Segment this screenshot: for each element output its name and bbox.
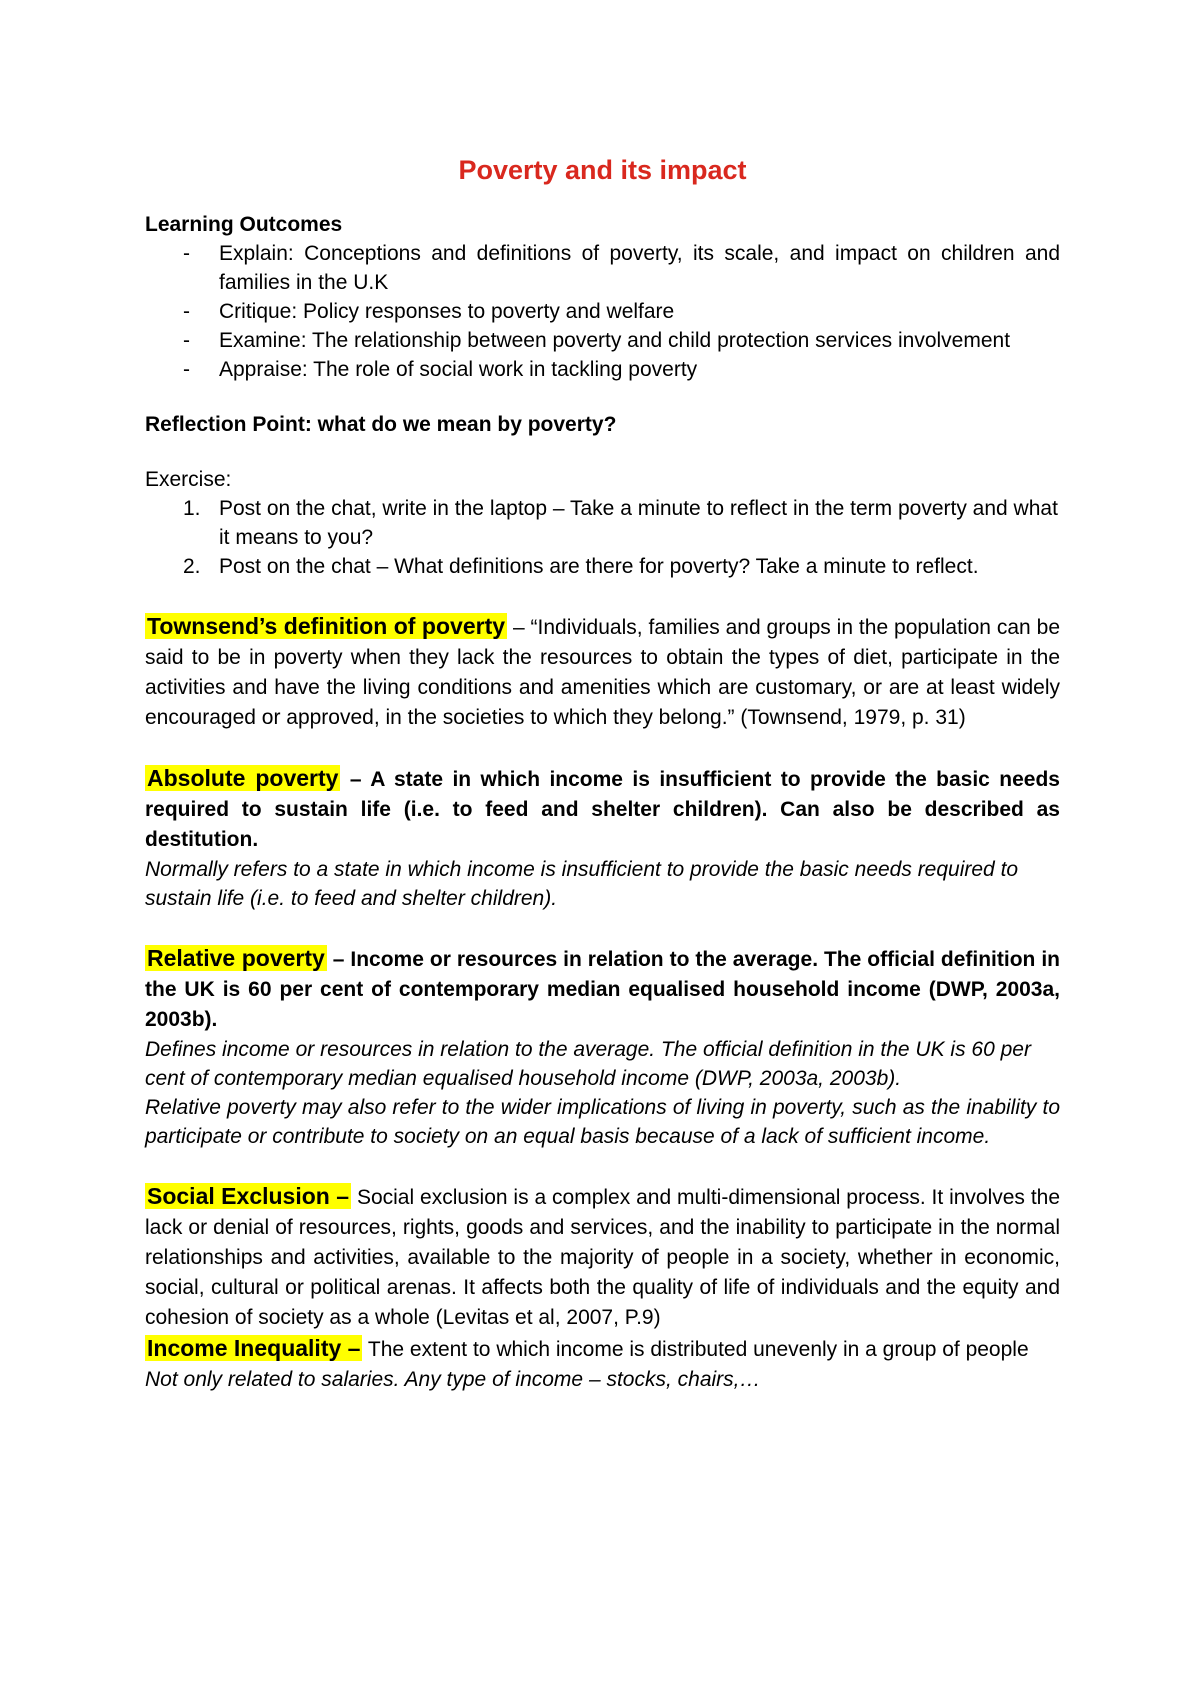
dash-bullet: - <box>183 358 190 381</box>
definition-text: – Income or resources in relation to the average. The official definition in the UK is 60 per cent of contemporary median equalised household income (DWP, 2003a, 2003b). <box>145 948 1060 1031</box>
highlighted-term: Income Inequality – <box>147 1335 361 1361</box>
exercise-text: Post on the chat – What definitions are there for poverty? Take a minute to reflect. <box>219 555 979 578</box>
outcome-text: Explain: Conceptions and definitions of poverty, its scale, and impact on children and families in the U.K <box>219 242 1060 294</box>
outcome-text: Critique: Policy responses to poverty and welfare <box>219 300 675 323</box>
dash-bullet: - <box>183 300 190 323</box>
absolute-poverty-definition <box>145 763 1060 855</box>
outcome-text: Appraise: The role of social work in tackling poverty <box>219 358 698 381</box>
relative-poverty-definition <box>145 943 1060 1035</box>
list-item <box>145 552 1060 581</box>
definition-text: – “Individuals, families and groups in the population can be said to be in poverty when they lack the resources to obtain the types of diet, participate in the activities and have the living conditions and amenities which are customary, or are at least widely encouraged or approved, in the societies to which they belong.” (Townsend, 1979, p. 31) <box>145 616 1061 729</box>
exercise-label: Exercise: <box>145 468 232 491</box>
learning-outcomes-heading: Learning Outcomes <box>145 213 343 236</box>
list-item <box>145 355 1060 384</box>
definition-text: The extent to which income is distributed unevenly in a group of people <box>362 1338 1029 1361</box>
list-item <box>145 326 1060 355</box>
learning-outcomes-list <box>145 239 1060 384</box>
relative-poverty-note: Defines income or resources in relation to the average. The official definition in the UK is 60 per cent of contemporary median equalised household income (DWP, 2003a, 2003b). <box>145 1038 1031 1090</box>
exercise-list <box>145 494 1060 581</box>
social-exclusion-definition <box>145 1181 1060 1333</box>
townsend-definition <box>145 611 1060 733</box>
reflection-heading: Reflection Point: what do we mean by poverty? <box>145 413 617 436</box>
income-inequality-definition <box>145 1333 1060 1365</box>
definition-text: Social exclusion is a complex and multi-dimensional process. It involves the lack or denial of resources, rights, goods and services, and the inability to participate in the normal relationships and activities, available to the majority of people in a society, whether in economic, social, cultural or political arenas. It affects both the quality of life of individuals and the equity and cohesion of society as a whole (Levitas et al, 2007, P.9) <box>145 1186 1061 1329</box>
income-inequality-note: Not only related to salaries. Any type of income – stocks, chairs,… <box>145 1368 761 1391</box>
absolute-poverty-note: Normally refers to a state in which income is insufficient to provide the basic needs required to sustain life (i.e. to feed and shelter children). <box>145 858 1019 910</box>
highlighted-term: Absolute poverty <box>147 765 339 791</box>
exercise-text: Post on the chat, write in the laptop – Take a minute to reflect in the term poverty and what it means to you? <box>219 497 1058 549</box>
relative-poverty-note-2: Relative poverty may also refer to the wider implications of living in poverty, such as the inability to participate or contribute to society on an equal basis because of a lack of sufficient income. <box>145 1096 1060 1148</box>
list-number: 2. <box>183 555 201 578</box>
dash-bullet: - <box>183 242 190 265</box>
outcome-text: Examine: The relationship between poverty and child protection services involvement <box>219 329 1011 352</box>
list-item <box>145 494 1060 552</box>
list-number: 1. <box>183 497 201 520</box>
dash-bullet: - <box>183 329 190 352</box>
highlighted-term: Townsend’s definition of poverty <box>147 613 506 639</box>
highlighted-term: Relative poverty <box>147 945 325 971</box>
page-title: Poverty and its impact <box>458 155 747 185</box>
definition-text: – A state in which income is insufficient to provide the basic needs required to sustain life (i.e. to feed and shelter children). Can also be described as destitution. <box>145 768 1060 851</box>
highlighted-term: Social Exclusion – <box>147 1183 350 1209</box>
document-body <box>145 152 1060 1394</box>
list-item <box>145 297 1060 326</box>
list-item <box>145 239 1060 297</box>
